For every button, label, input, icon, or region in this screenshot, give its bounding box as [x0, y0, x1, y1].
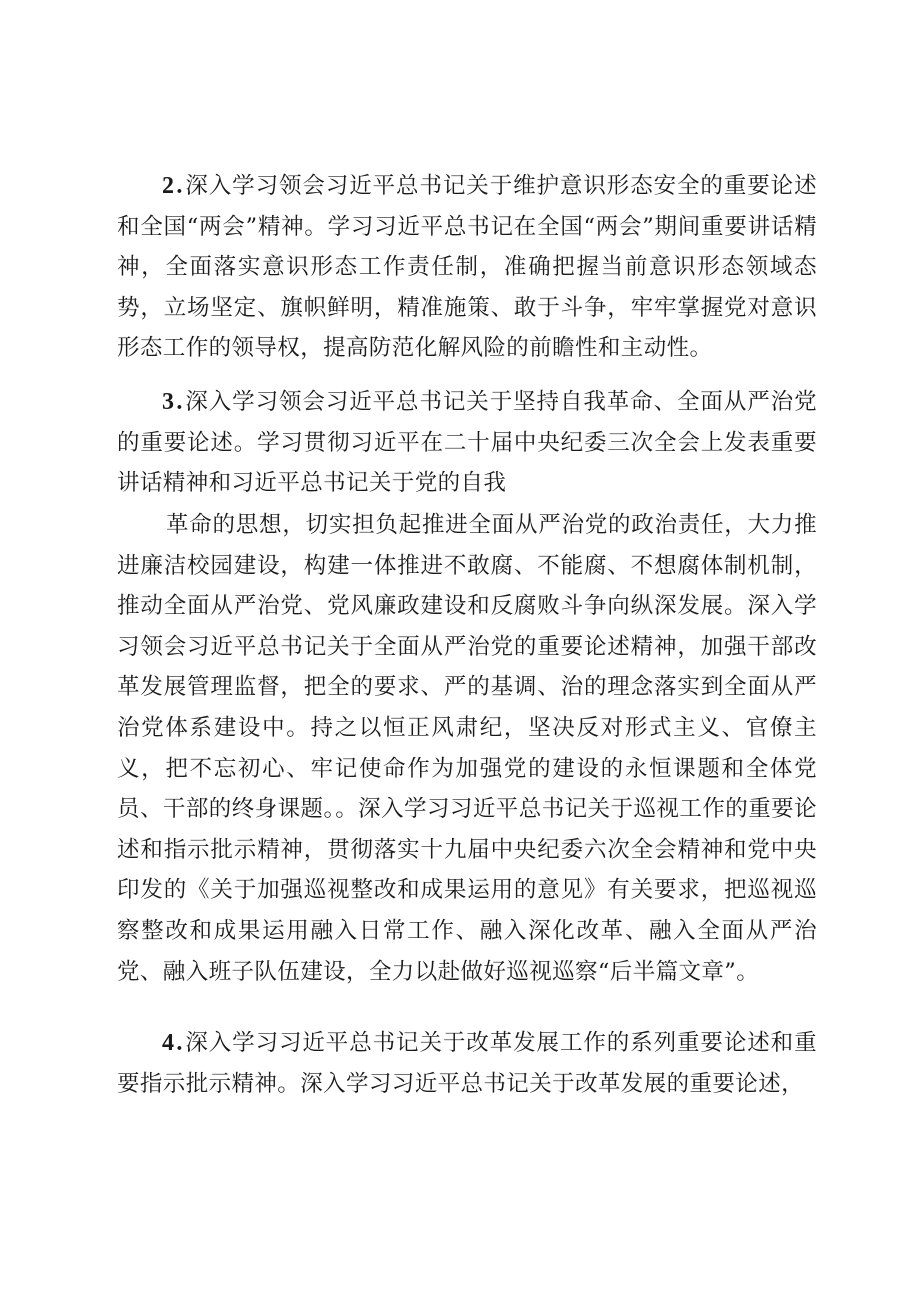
paragraph-text: 深入学习领会习近平总书记关于维护意识形态安全的重要论述和全国“两会”精神。学习习近平总书记在全国“两会”期间重要讲话精神，全面落实意识形态工作责任制，准确把握当前意识形态领域态势，立场坚定、旗帜鲜明，精准施策、敢于斗争，牢牢掌握党对意识形态工作的领导权，提高防范化解风险的前瞻性和主动性。 [117, 173, 817, 362]
item-number: 3 [162, 389, 175, 415]
paragraph-text: 革命的思想，切实担负起推进全面从严治党的政治责任，大力推进廉洁校园建设，构建一体推进不敢腐、不能腐、不想腐体制机制，推动全面从严治党、党风廉政建设和反腐败斗争向纵深发展。深入学习领会习近平总书记关于全面从严治党的重要论述精神，加强干部改革发展管理监督，把全的要求、严的基调、治的理念落实到全面从严治党体系建设中。持之以恒正风肃纪，坚决反对形式主义、官僚主义，把不忘初心、牢记使命作为加强党的建设的永恒课题和全体党员、干部的终身课题。。深入学习习近平总书记关于巡视工作的重要论述和指示批示精神，贯彻落实十九届中央纪委六次全会精神和党中央印发的《关于加强巡视整改和成果运用的意见》有关要求，把巡视巡察整改和成果运用融入日常工作、融入深化改革、融入全面从严治党、融入班子队伍建设，全力以赴做好巡视巡察“后半篇文章”。 [117, 512, 817, 985]
item-separator: . [176, 389, 183, 415]
paragraph-text: 深入学习领会习近平总书记关于坚持自我革命、全面从严治党的重要论述。学习贯彻习近平在二十届中央纪委三次全会上发表重要讲话精神和习近平总书记关于党的自我 [117, 389, 817, 497]
paragraph-4 [117, 1023, 817, 1104]
item-separator: . [176, 1030, 183, 1056]
paragraph-3-continued [117, 505, 817, 992]
paragraph-2 [117, 166, 817, 369]
paragraph-3 [117, 382, 817, 504]
item-number: 2 [162, 173, 175, 199]
paragraph-text: 深入学习习近平总书记关于改革发展工作的系列重要论述和重要指示批示精神。深入学习习近平总书记关于改革发展的重要论述， [117, 1030, 817, 1097]
item-number: 4 [162, 1030, 175, 1056]
item-separator: . [176, 173, 183, 199]
